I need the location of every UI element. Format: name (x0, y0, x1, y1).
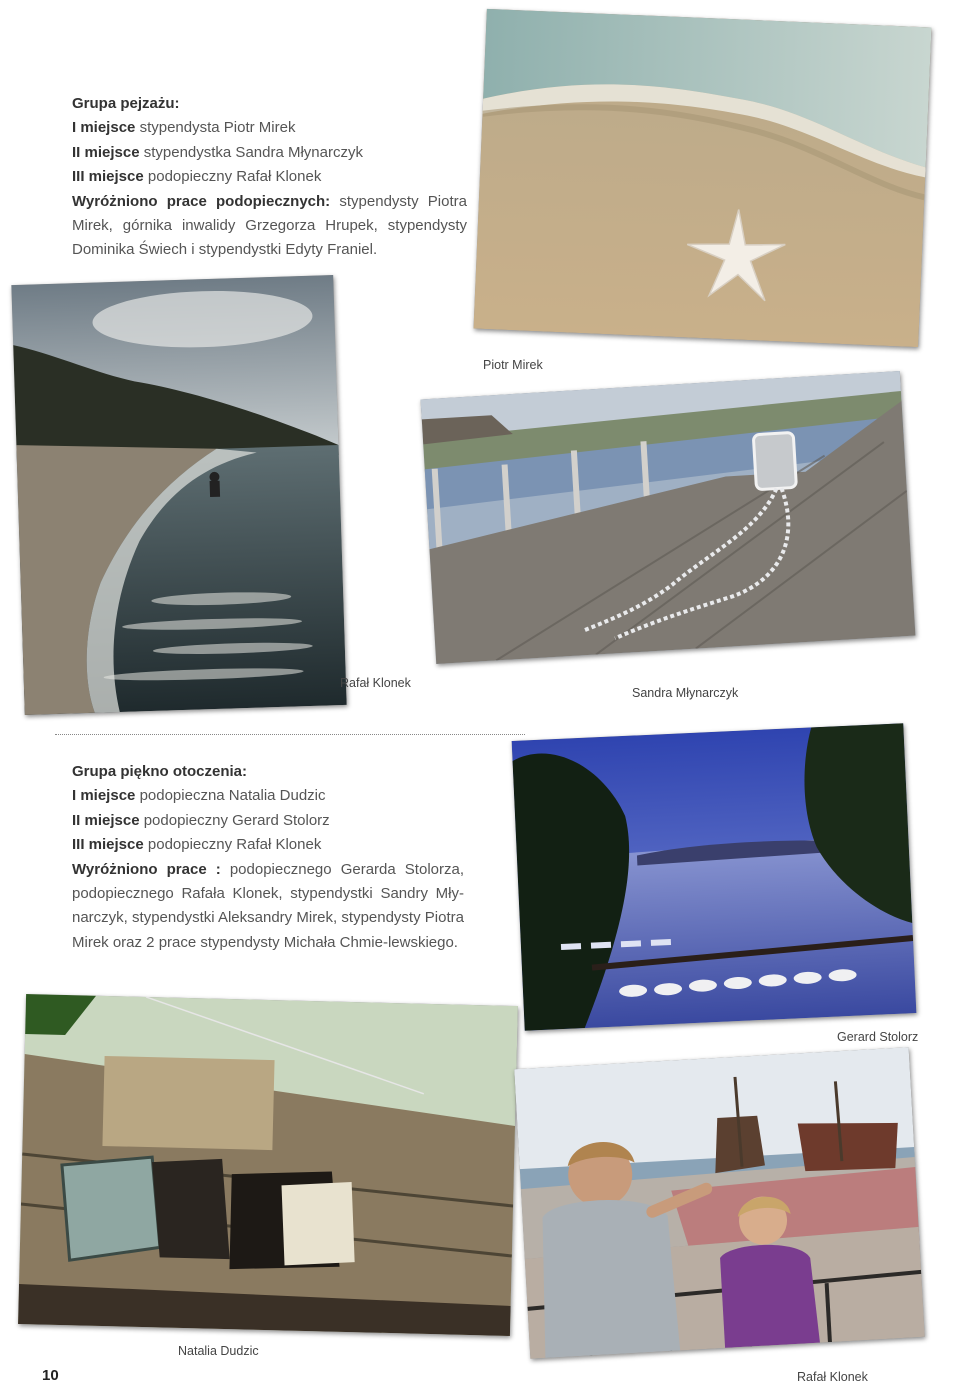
section2-place3-label: III miejsce (72, 836, 144, 854)
section1-place2-text: stypendystka Sandra Młynarczyk (143, 143, 363, 161)
section1-place1-text: stypendysta Piotr Mirek (139, 119, 296, 137)
section2-place1-text: podopieczna Natalia Dudzic (139, 787, 326, 805)
section-divider (55, 734, 525, 735)
caption-window: Natalia Dudzic (178, 1344, 259, 1358)
section2-mention-text: podopiecznego Gerarda Stolorza, podopiecznego Rafała Klonek, stypendystki Sandry Mły-narczyk, stypendystki Aleksandry Mirek, stypendysty Piotra Mirek oraz 2 prace stypendysty Michała Chmie-lewskiego. (72, 860, 464, 951)
section2-heading: Grupa piękno otoczenia: (72, 763, 248, 780)
section1-place3-text: podopieczny Rafał Klonek (147, 168, 322, 186)
section2-place2-text: podopieczny Gerard Stolorz (143, 811, 330, 829)
section1-mention-text: stypendysty Piotra Mirek, górnika inwalidy Grzegorza Hrupek, stypendysty Dominika Świech i stypendystki Edyty Franiel. (72, 192, 467, 259)
section1-text (72, 92, 467, 263)
section1-place2-label: II miejsce (72, 143, 140, 161)
section2-place3-text: podopieczny Rafał Klonek (147, 836, 322, 854)
section1-heading: Grupa pejzażu: (72, 95, 180, 112)
photo-window (18, 994, 518, 1336)
photo-starfish (473, 9, 931, 347)
caption-beach: Rafał Klonek (340, 676, 411, 690)
section2-place1-label: I miejsce (72, 787, 136, 805)
caption-pier: Sandra Młynarczyk (632, 686, 739, 700)
photo-harbor (512, 723, 917, 1030)
section1-place3-label: III miejsce (72, 168, 144, 186)
caption-starfish: Piotr Mirek (483, 358, 543, 372)
section1-place1-label: I miejsce (72, 119, 136, 137)
photo-pier (421, 371, 916, 664)
caption-kids: Rafał Klonek (797, 1370, 868, 1384)
page-number: 10 (42, 1367, 59, 1384)
photo-kids (514, 1047, 925, 1359)
caption-harbor: Gerard Stolorz (837, 1030, 919, 1044)
photo-beach (11, 275, 346, 715)
section2-text (72, 760, 464, 955)
section2-place2-label: II miejsce (72, 811, 140, 829)
section2-mention-label: Wyróżniono prace : (72, 860, 221, 878)
section1-mention-label: Wyróżniono prace podopiecznych: (72, 192, 331, 210)
